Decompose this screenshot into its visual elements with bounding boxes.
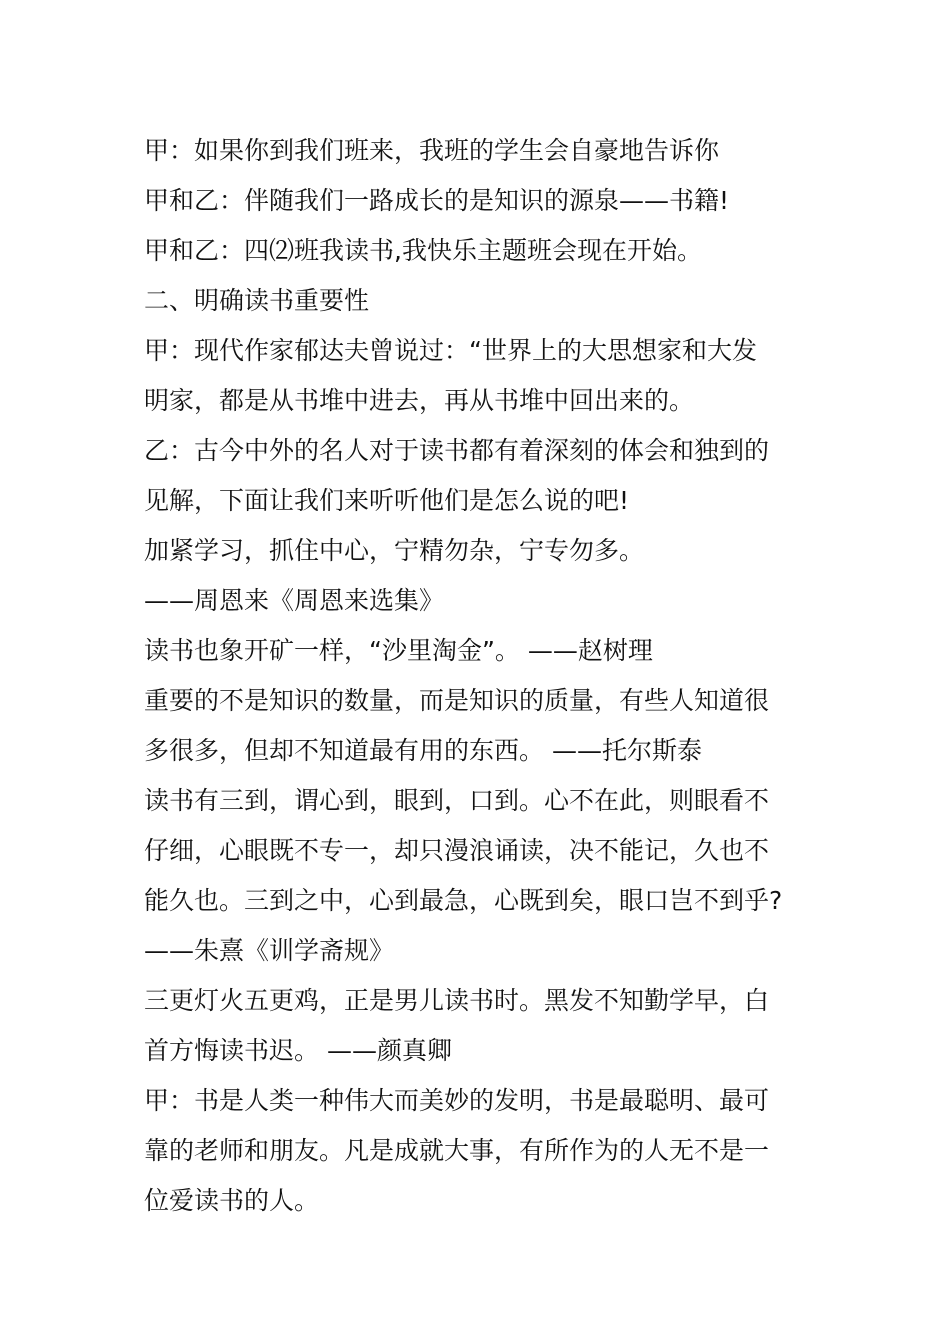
section-heading: 二、明确读书重要性 bbox=[144, 286, 370, 315]
text-line: 甲和乙：伴随我们一路成长的是知识的源泉——书籍! bbox=[144, 186, 730, 215]
quote-line: 能久也。三到之中，心到最急，心既到矣，眼口岂不到乎? bbox=[144, 886, 783, 915]
quote-line: 仔细，心眼既不专一，却只漫浪诵读，决不能记，久也不 bbox=[144, 836, 770, 865]
quote-line: 首方悔读书迟。 ——颜真卿 bbox=[144, 1036, 452, 1065]
text-line: 明家，都是从书堆中进去，再从书堆中回出来的。 bbox=[144, 386, 695, 415]
text-line: 乙：古今中外的名人对于读书都有着深刻的体会和独到的 bbox=[144, 436, 770, 465]
quote-line: 多很多，但却不知道最有用的东西。 ——托尔斯泰 bbox=[144, 736, 702, 765]
quote-attribution: ——周恩来《周恩来选集》 bbox=[144, 586, 445, 615]
text-line: 甲：书是人类一种伟大而美妙的发明，书是最聪明、最可 bbox=[144, 1086, 770, 1115]
quote-line: 读书有三到，谓心到，眼到，口到。心不在此，则眼看不 bbox=[144, 786, 770, 815]
document-body bbox=[144, 126, 814, 1226]
text-line: 甲和乙：四⑵班我读书,我快乐主题班会现在开始。 bbox=[144, 236, 702, 265]
quote-line: 读书也象开矿一样，“沙里淘金”。 ——赵树理 bbox=[144, 636, 653, 665]
quote-line: 加紧学习，抓住中心，宁精勿杂，宁专勿多。 bbox=[144, 536, 645, 565]
quote-attribution: ——朱熹《训学斋规》 bbox=[144, 936, 395, 965]
text-line: 甲：如果你到我们班来，我班的学生会自豪地告诉你 bbox=[144, 136, 720, 165]
text-line: 甲：现代作家郁达夫曾说过：“世界上的大思想家和大发 bbox=[144, 336, 757, 365]
text-line: 位爱读书的人。 bbox=[144, 1186, 320, 1215]
text-line: 见解，下面让我们来听听他们是怎么说的吧! bbox=[144, 486, 630, 515]
quote-line: 三更灯火五更鸡，正是男儿读书时。黑发不知勤学早，白 bbox=[144, 986, 770, 1015]
text-line: 靠的老师和朋友。凡是成就大事，有所作为的人无不是一 bbox=[144, 1136, 770, 1165]
quote-line: 重要的不是知识的数量，而是知识的质量，有些人知道很 bbox=[144, 686, 770, 715]
